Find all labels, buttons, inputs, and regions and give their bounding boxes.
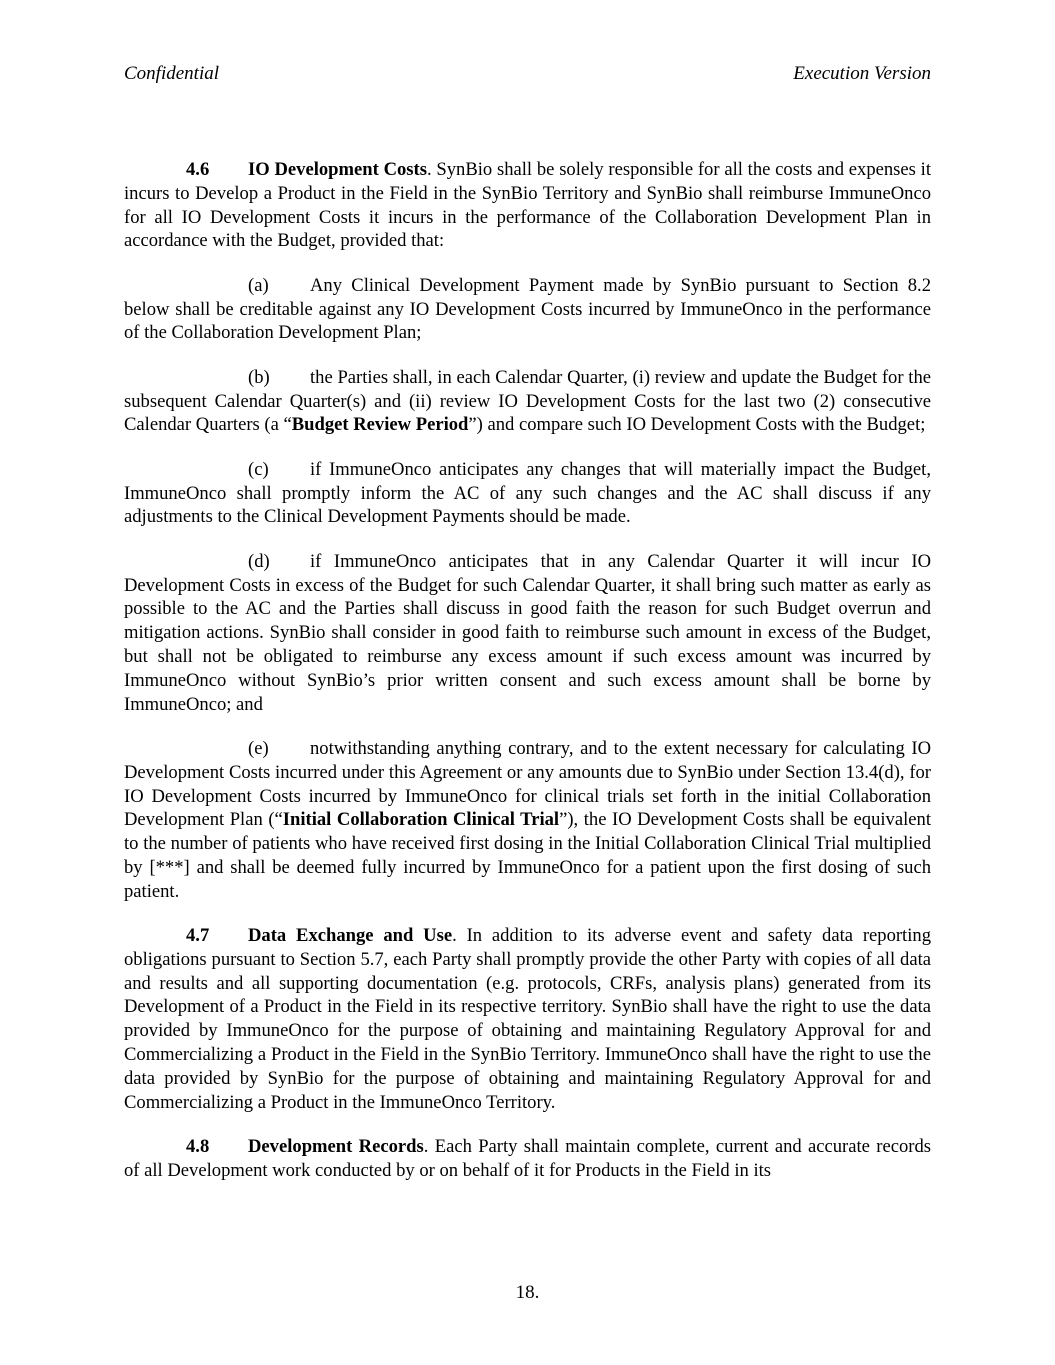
clause-text: if ImmuneOnco anticipates that in any Calendar Quarter it will incur IO Development Costs in excess of the Budget for such Calendar Quarter, it shall bring such matter as early as possible to the AC and the Parties shall discuss in good faith the reason for such Budget overrun and mitigation actions. SynBio shall consider in good faith to reimburse such amount in excess of the Budget, but shall not be obligated to reimburse any excess amount if such excess amount was incurred by ImmuneOnco without SynBio’s prior written consent and such excess amount shall be borne by ImmuneOnco; and (124, 550, 931, 715)
defined-term: Initial Collaboration Clinical Trial (282, 809, 560, 831)
defined-term: Budget Review Period (291, 414, 469, 436)
clause-label: (a) (248, 274, 269, 296)
document-body (124, 158, 931, 1203)
header-confidential: Confidential (124, 63, 219, 84)
clause-b (124, 366, 931, 437)
section-number: 4.7 (186, 925, 210, 947)
section-number: 4.6 (186, 159, 210, 180)
section-4-7 (124, 924, 931, 1114)
clause-label: (b) (248, 366, 270, 388)
clause-text: notwithstanding anything contrary, and to the extent necessary for calculating IO Development Costs incurred under this Agreement or any amounts due to SynBio under Section 13.4(d), for IO Development Costs incurred by ImmuneOnco for clinical trials set forth in the initial Collaboration Development Plan (“ (124, 737, 931, 831)
clause-text-cont: ”) and compare such IO Development Costs with the Budget; (468, 414, 926, 436)
clause-text: Any Clinical Development Payment made by SynBio pursuant to Section 8.2 below shall be creditable against any IO Development Costs incurred by ImmuneOnco in the performance of the Collaboration Development Plan; (124, 274, 931, 344)
clause-c (124, 458, 931, 529)
clause-label: (e) (248, 737, 269, 759)
section-4-8 (124, 1135, 931, 1183)
section-number: 4.8 (186, 1136, 210, 1158)
section-title: Development Records (248, 1136, 424, 1158)
clause-text: if ImmuneOnco anticipates any changes that will materially impact the Budget, ImmuneOnco shall promptly inform the AC of any such changes and the AC shall discuss if any adjustments to the Clinical Development Payments should be made. (124, 458, 931, 528)
clause-d (124, 550, 931, 717)
clause-a (124, 274, 931, 345)
section-4-6 (124, 158, 931, 253)
clause-label: (d) (248, 550, 270, 572)
clause-text: the Parties shall, in each Calendar Quarter, (i) review and update the Budget for the subsequent Calendar Quarter(s) and (ii) review IO Development Costs for the last two (2) consecutive Calendar Quarters (a “ (124, 366, 931, 436)
header-version: Execution Version (793, 63, 931, 84)
section-text: . SynBio shall be solely responsible for all the costs and expenses it incurs to Develop a Product in the Field in the SynBio Territory and SynBio shall reimburse ImmuneOnco for all IO Development Costs it incurs in the performance of the Collaboration Development Plan in accordance with the Budget, provided that: (124, 159, 932, 252)
clause-label: (c) (248, 458, 269, 480)
page-number: 18. (515, 1282, 540, 1303)
section-title: IO Development Costs (248, 159, 427, 180)
clause-e (124, 737, 931, 904)
section-text: . In addition to its adverse event and safety data reporting obligations pursuant to Section 5.7, each Party shall promptly provide the other Party with copies of all data and results and all supporting documentation (e.g. protocols, CRFs, analysis plans) generated from its Development of a Product in the Field in its respective territory. SynBio shall have the right to use the data provided by ImmuneOnco for the purpose of obtaining and maintaining Regulatory Approval for and Commercializing a Product in the Field in the SynBio Territory. ImmuneOnco shall have the right to use the data provided by SynBio for the purpose of obtaining and maintaining Regulatory Approval for and Commercializing a Product in the ImmuneOnco Territory. (124, 925, 931, 1113)
section-title: Data Exchange and Use (248, 925, 453, 947)
section-text: . Each Party shall maintain complete, current and accurate records of all Development work conducted by or on behalf of it for Products in the Field in its (124, 1136, 931, 1181)
clause-text-cont: ”), the IO Development Costs shall be equivalent to the number of patients who have received first dosing in the Initial Collaboration Clinical Trial multiplied by [***] and shall be deemed fully incurred by ImmuneOnco for a patient upon the first dosing of such patient. (124, 809, 931, 902)
